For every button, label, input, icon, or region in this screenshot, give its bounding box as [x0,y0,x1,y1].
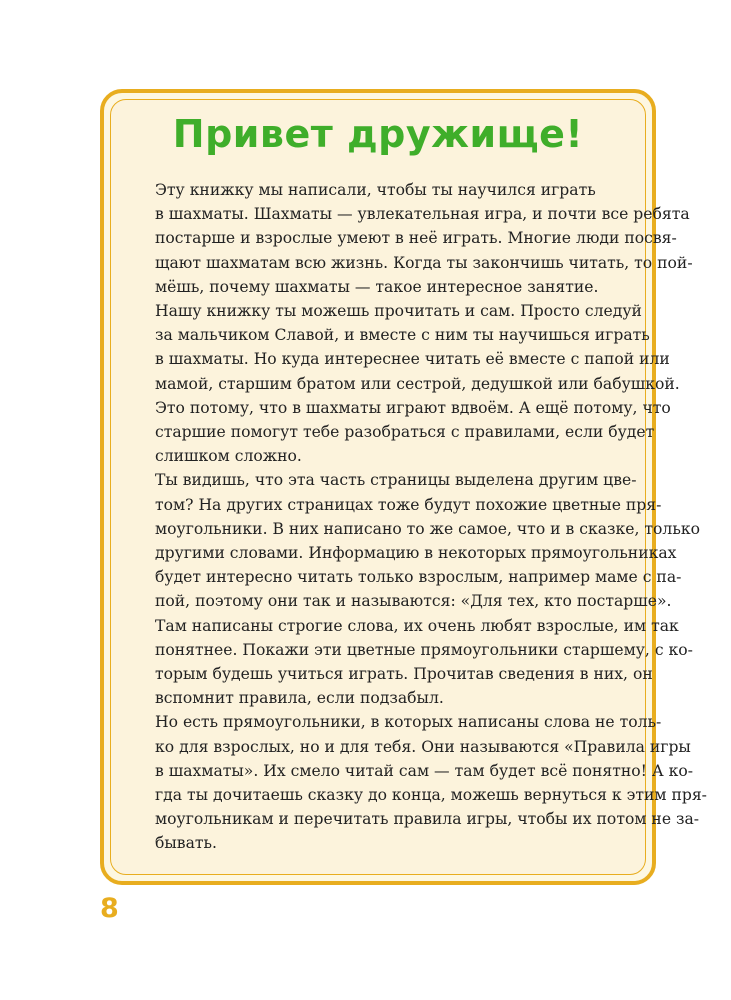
text-line: другими словами. Информацию в некоторых прямоугольниках [155,544,677,563]
text-line: мёшь, почему шахматы — такое интересное занятие. [155,277,599,296]
text-line: Это потому, что в шахматы играют вдвоём. А ещё потому, что [155,398,671,417]
text-line: Но есть прямоугольники, в которых написаны слова не толь- [155,713,662,732]
text-line: ко для взрослых, но и для тебя. Они называются «Правила игры [155,737,691,756]
paragraph-1 [121,178,693,299]
text-line: в шахматы. Но куда интереснее читать её вместе с папой или [155,350,670,369]
text-line: Там написаны строгие слова, их очень любят взрослые, им так [155,616,679,635]
text-line: понятнее. Покажи эти цветные прямоугольники старшему, с ко- [155,640,693,659]
text-line: мамой, старшим братом или сестрой, дедушкой или бабушкой. [155,374,680,393]
page-number: 8 [100,893,119,924]
text-line: вспомнит правила, если подзабыл. [155,689,444,708]
text-line: постарше и взрослые умеют в неё играть. Многие люди посвя- [155,229,677,248]
text-line: в шахматы». Их смело читай сам — там будет всё понятно! А ко- [155,761,694,780]
text-line: том? На других страницах тоже будут похожие цветные пря- [155,495,662,514]
paragraph-4 [121,710,707,855]
text-line: пой, поэтому они так и называются: «Для тех, кто постарше». [155,592,672,611]
text-line: торым будешь учиться играть. Прочитав сведения в них, он [155,665,653,684]
paragraph-2 [121,299,680,468]
text-line: щают шахматам всю жизнь. Когда ты закончишь читать, то пой- [155,253,693,272]
page-title: Привет дружище! [172,112,584,156]
text-line: будет интересно читать только взрослым, например маме с па- [155,568,682,587]
text-line: моугольники. В них написано то же самое, что и в сказке, только [155,519,700,538]
text-line: Нашу книжку ты можешь прочитать и сам. Просто следуй [155,302,642,321]
text-line: за мальчиком Славой, и вместе с ним ты научишься играть [155,326,650,345]
text-line: моугольникам и перечитать правила игры, чтобы их потом не за- [155,810,700,829]
text-line: слишком сложно. [155,447,302,466]
text-line: в шахматы. Шахматы — увлекательная игра, и почти все ребята [155,205,690,224]
body-text [121,178,707,856]
text-line: Ты видишь, что эта часть страницы выделена другим цве- [155,471,637,490]
paragraph-3 [121,468,700,710]
text-line: старшие помогут тебе разобраться с правилами, если будет [155,423,655,442]
text-line: бывать. [155,834,217,853]
text-line: Эту книжку мы написали, чтобы ты научился играть [155,181,596,199]
text-line: гда ты дочитаешь сказку до конца, можешь вернуться к этим пря- [155,786,707,805]
